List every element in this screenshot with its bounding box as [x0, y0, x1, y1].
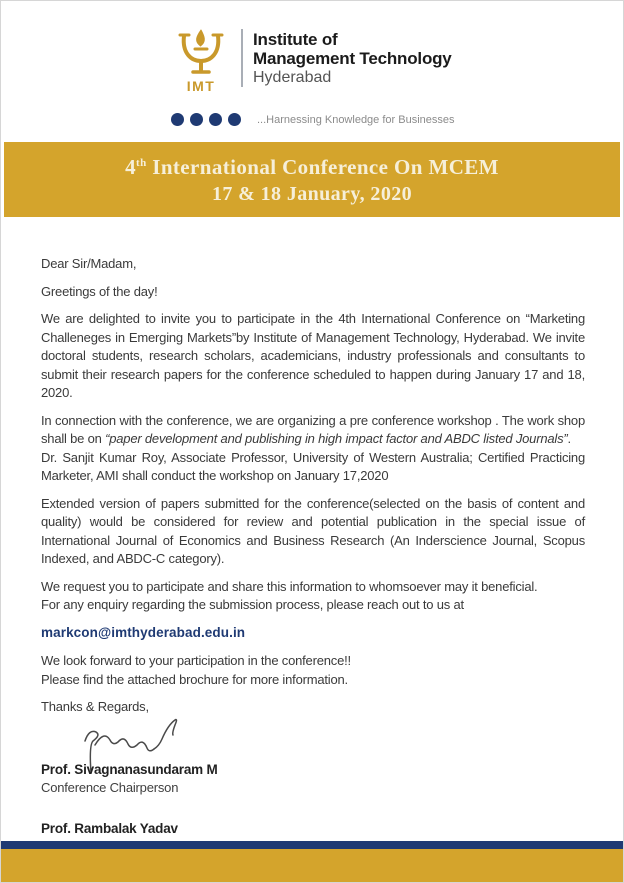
paragraph-workshop	[41, 412, 585, 486]
conference-banner	[4, 142, 620, 217]
workshop-intro-text: In connection with the conference, we are organizing a pre conference workshop . The work shop shall be on	[41, 412, 585, 446]
salutation: Dear Sir/Madam,	[41, 256, 137, 271]
dot-icon	[209, 113, 222, 126]
greeting-line: Greetings of the day!	[41, 283, 158, 299]
banner-title-rest: International Conference On MCEM	[146, 155, 499, 179]
letter-body	[1, 217, 623, 857]
closing-note-line2: Please find the attached brochure for more information.	[41, 671, 348, 687]
imt-wordmark: IMT	[186, 78, 216, 94]
paragraph-publication: Extended version of papers submitted for the conference(selected on the basis of content and quality) would be considered for review and potential publication in the special issue of International Journal of Economics and Business Research (An Inderscience Journal, Scopus Indexed, and ABDC-C category).	[41, 495, 585, 566]
dot-icon	[190, 113, 203, 126]
org-name-line2: Management Technology	[253, 49, 452, 68]
workshop-topic-italic: “paper development and publishing in high impact factor and ABDC listed Journals”	[105, 431, 568, 446]
logo-divider	[241, 29, 243, 87]
paragraph-request	[41, 578, 585, 615]
closing-note-line1: We look forward to your participation in the conference!!	[41, 653, 351, 668]
banner-title-number: 4	[125, 155, 137, 179]
torch-flame-icon	[171, 27, 231, 101]
signatory1-role: Conference Chairperson	[41, 780, 179, 795]
dot-icon	[228, 113, 241, 126]
email-address: markcon@imthyderabad.edu.in	[41, 624, 246, 640]
request-line1: We request you to participate and share this information to whomsoever may it beneficial.	[41, 578, 538, 594]
dot-icon	[171, 113, 184, 126]
workshop-intro	[41, 412, 585, 449]
workshop-speaker: Dr. Sanjit Kumar Roy, Associate Professor, University of Western Australia; Certified Practicing Marketer, AMI shall conduct the workshop on January 17,2020	[41, 449, 585, 483]
org-name	[253, 27, 452, 87]
workshop-intro-period: .	[567, 431, 571, 446]
banner-date: 17 & 18 January, 2020	[211, 183, 413, 205]
paragraph-invitation: We are delighted to invite you to participate in the 4th International Conference on “Marketing Challeneges in Emerging Markets”by Institute of Management Technology, Hyderabad. We invite doctoral students, research scholars, academicians, industry professionals and consultants to submit their research papers for the conference scheduled to happen during January 17 and 18, 2020.	[41, 311, 585, 400]
signatory2-name: Prof. Rambalak Yadav	[41, 820, 178, 836]
paragraph-closing-note	[41, 652, 585, 689]
request-line2: For any enquiry regarding the submission process, please reach out to us at	[41, 597, 464, 612]
org-city: Hyderabad	[253, 69, 332, 86]
brand-tagline: ...Harnessing Knowledge for Businesses	[257, 113, 455, 126]
closing-thanks: Thanks & Regards,	[41, 699, 149, 714]
banner-title-ordinal: th	[136, 157, 147, 169]
signatory1-name: Prof. Sivagnanasundaram M	[41, 761, 218, 777]
org-name-line1: Institute of	[253, 30, 338, 49]
logo-dots	[171, 113, 241, 126]
imt-torch-emblem	[169, 27, 233, 106]
footer-navy-stripe	[1, 841, 623, 849]
banner-title	[4, 151, 620, 180]
footer-gold-stripe	[1, 849, 623, 882]
imt-logo	[169, 27, 455, 126]
